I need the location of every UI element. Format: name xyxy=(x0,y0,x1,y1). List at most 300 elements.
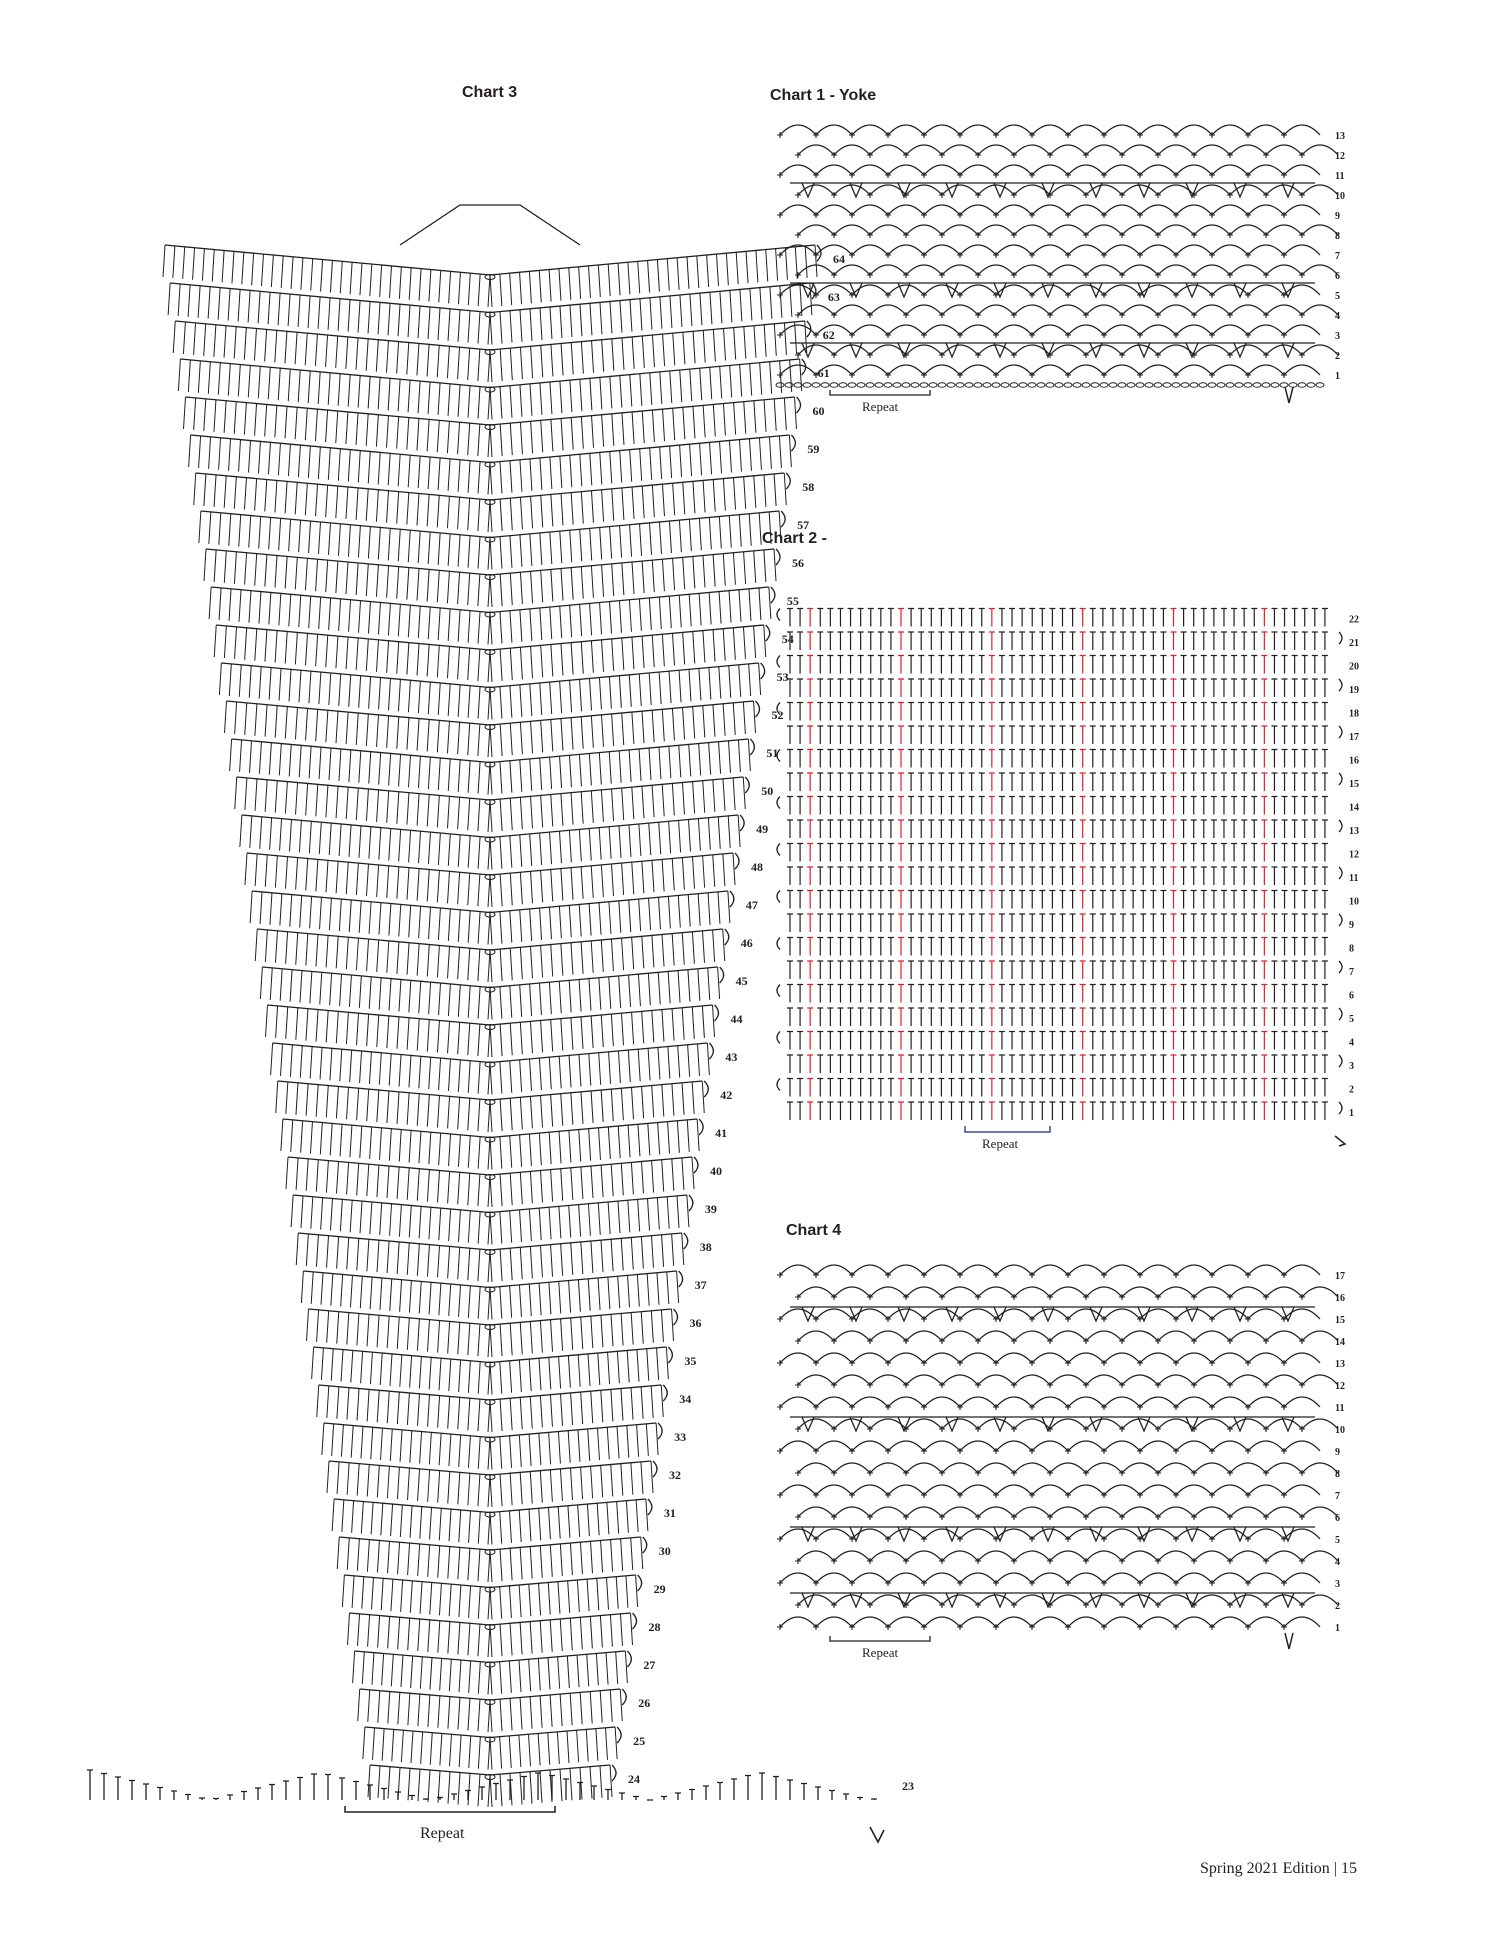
chart3-dc-stitch xyxy=(570,1768,572,1800)
chart3-dc-stitch xyxy=(447,421,449,453)
chart2-dc-stitch xyxy=(1251,797,1257,815)
chart3-turn-chain xyxy=(679,1271,683,1287)
chart2-turn-chain xyxy=(1339,679,1342,691)
chart2-dc-stitch xyxy=(1322,938,1328,956)
chart2-post-stitch xyxy=(1261,1032,1267,1050)
chart3-dc-stitch xyxy=(389,1129,391,1161)
chart3-dc-stitch xyxy=(754,701,756,733)
chart3-dc-stitch xyxy=(723,629,725,661)
chart3-dc-stitch xyxy=(541,870,543,902)
chart3-dc-stitch xyxy=(346,862,348,894)
chart2-dc-stitch xyxy=(1312,985,1318,1003)
chart2-dc-stitch xyxy=(1019,750,1025,768)
chart3-dc-stitch xyxy=(367,1014,369,1046)
chart2-dc-stitch xyxy=(1211,1102,1217,1120)
chart2-dc-stitch xyxy=(1019,867,1025,885)
chart3-dc-stitch xyxy=(188,285,190,317)
chart3-dc-stitch xyxy=(510,798,512,830)
chart3-dc-stitch xyxy=(596,1729,598,1761)
chart2-dc-stitch xyxy=(959,679,965,697)
chart2-dc-stitch xyxy=(1282,679,1288,697)
chart3-dc-stitch xyxy=(410,1431,412,1463)
chart3-dc-stitch xyxy=(458,1773,460,1805)
chart3-dc-stitch xyxy=(347,1538,349,1570)
chart3-dc-stitch xyxy=(332,1499,334,1531)
chart3-dc-stitch xyxy=(622,338,624,370)
chart1-foundation-chain xyxy=(1253,383,1261,388)
chart4-chain-arch xyxy=(870,1463,906,1473)
chart3-dc-stitch xyxy=(551,945,553,977)
chart3-dc-stitch xyxy=(448,909,450,941)
chart3-dc-stitch xyxy=(619,751,621,783)
chart2-dc-stitch xyxy=(1120,914,1126,932)
chart3-dc-stitch xyxy=(427,494,429,526)
chart3-dc-stitch xyxy=(428,1320,430,1352)
chart2-dc-stitch xyxy=(959,632,965,650)
chart3-dc-stitch xyxy=(610,1615,612,1647)
chart4-chain-arch xyxy=(960,1573,996,1583)
chart2-post-stitch xyxy=(807,844,813,862)
chart2-dc-stitch xyxy=(969,679,975,697)
chart3-dc-stitch xyxy=(276,1006,278,1038)
chart2-dc-stitch xyxy=(1029,867,1035,885)
chart2-dc-stitch xyxy=(1100,609,1106,627)
chart3-dc-stitch xyxy=(306,783,308,815)
chart3-dc-stitch xyxy=(269,668,271,700)
chart2-dc-stitch xyxy=(979,679,985,697)
chart3-dc-stitch xyxy=(579,1205,581,1237)
chart4-chain-arch xyxy=(852,1397,888,1407)
chart2-dc-stitch xyxy=(908,914,914,932)
chart3-dc-stitch xyxy=(636,1575,638,1607)
chart3-dc-stitch xyxy=(478,762,480,794)
chart2-dc-stitch xyxy=(1120,773,1126,791)
chart2-dc-stitch xyxy=(1019,679,1025,697)
chart4-chain-arch xyxy=(870,1507,906,1517)
chart3-dc-stitch xyxy=(390,1429,392,1461)
chart1-foundation-chain xyxy=(992,383,1000,388)
chart3-dc-stitch xyxy=(430,1733,432,1765)
chart3-dc-stitch xyxy=(428,307,430,339)
chart3-dc-stitch xyxy=(389,829,391,861)
chart4-chain-arch xyxy=(834,1507,870,1517)
chart2-dc-stitch xyxy=(1221,773,1227,791)
chart2-dc-stitch xyxy=(1019,1008,1025,1026)
chart3-dc-stitch xyxy=(679,595,681,627)
chart1-chain-arch xyxy=(942,145,978,155)
chart4-chain-arch xyxy=(870,1551,906,1561)
chart3-dc-stitch xyxy=(357,1163,359,1195)
chart2-dc-stitch xyxy=(1160,844,1166,862)
chart3-dc-stitch xyxy=(352,1501,354,1533)
chart4-chain-arch xyxy=(1248,1617,1284,1627)
chart3-dc-stitch xyxy=(600,452,602,484)
chart3-dc-stitch xyxy=(599,753,601,785)
chart2-dc-stitch xyxy=(1251,703,1257,721)
chart2-dc-stitch xyxy=(1130,1055,1136,1073)
chart3-dc-stitch xyxy=(319,672,321,704)
chart2-dc-stitch xyxy=(908,844,914,862)
chart2-dc-stitch xyxy=(1070,1102,1076,1120)
chart3-dc-stitch xyxy=(620,301,622,333)
chart3-dc-stitch xyxy=(265,930,267,962)
chart3-dc-stitch xyxy=(510,1173,512,1205)
chart2-dc-stitch xyxy=(868,703,874,721)
chart2-dc-stitch xyxy=(1140,1102,1146,1120)
chart2-post-stitch xyxy=(898,867,904,885)
chart3-dc-stitch xyxy=(336,411,338,443)
chart3-dc-stitch xyxy=(510,1323,512,1355)
chart2-dc-stitch xyxy=(1201,914,1207,932)
chart3-dc-stitch xyxy=(468,1061,470,1093)
chart4-chain-arch xyxy=(924,1397,960,1407)
chart2-dc-stitch xyxy=(1221,938,1227,956)
chart3-dc-stitch xyxy=(389,904,391,936)
chart4-chain-arch xyxy=(906,1595,942,1605)
chart2-dc-stitch xyxy=(959,820,965,838)
chart2-dc-stitch xyxy=(1211,609,1217,627)
chart3-dc-stitch xyxy=(478,1774,480,1806)
chart3-dc-stitch xyxy=(541,345,543,377)
chart3-dc-stitch xyxy=(311,1272,313,1304)
chart2-row-label: 7 xyxy=(1349,967,1354,978)
chart2-dc-stitch xyxy=(878,867,884,885)
chart3-row-label: 53 xyxy=(776,670,789,684)
chart4-chain-arch xyxy=(1050,1375,1086,1385)
chart3-dc-stitch xyxy=(637,1274,639,1306)
chart3-dc-stitch xyxy=(327,1461,329,1493)
chart3-dc-stitch xyxy=(407,1093,409,1125)
chart3-dc-stitch xyxy=(448,1059,450,1091)
chart4-chain-arch xyxy=(1068,1573,1104,1583)
chart3-dc-stitch xyxy=(418,681,420,713)
chart1-row-label: 13 xyxy=(1335,131,1345,142)
chart3-dc-stitch xyxy=(549,1432,551,1464)
chart3-dc-stitch xyxy=(316,709,318,741)
chart1-foundation-chain xyxy=(794,383,802,388)
chart3-dc-stitch xyxy=(697,1119,699,1151)
chart2-post-stitch xyxy=(898,938,904,956)
chart3-dc-stitch xyxy=(672,1084,674,1116)
chart3-dc-stitch xyxy=(288,294,290,326)
chart3-dc-stitch xyxy=(630,300,632,332)
chart3-dc-stitch xyxy=(520,1773,522,1805)
chart3-dc-stitch xyxy=(326,935,328,967)
chart4-chain-arch xyxy=(888,1441,924,1451)
chart3-dc-stitch xyxy=(347,1237,349,1269)
chart2-dc-stitch xyxy=(969,726,975,744)
chart3-dc-stitch xyxy=(500,799,502,831)
chart2-dc-stitch xyxy=(1241,1055,1247,1073)
chart2-dc-stitch xyxy=(1221,656,1227,674)
chart3-dc-stitch xyxy=(449,1434,451,1466)
chart4-chain-arch xyxy=(1032,1573,1068,1583)
chart3-turn-chain xyxy=(694,1157,698,1173)
chart2-post-stitch xyxy=(1261,750,1267,768)
chart3-dc-stitch xyxy=(611,939,613,971)
chart3-dc-stitch xyxy=(387,941,389,973)
chart3-dc-stitch xyxy=(520,347,522,379)
chart3-dc-stitch xyxy=(290,820,292,852)
chart4-chain-arch xyxy=(1302,1419,1338,1429)
chart3-dc-stitch xyxy=(401,1730,403,1762)
chart3-dc-stitch xyxy=(588,1279,590,1311)
chart3-dc-stitch xyxy=(510,461,512,493)
chart3-dc-stitch xyxy=(571,868,573,900)
chart3-dc-stitch xyxy=(309,671,311,703)
chart4-chain-arch xyxy=(870,1419,906,1429)
chart3-dc-stitch xyxy=(411,1731,413,1763)
chart3-dc-stitch xyxy=(428,1545,430,1577)
chart3-dc-stitch xyxy=(398,454,400,486)
chart2-dc-stitch xyxy=(1160,750,1166,768)
chart3-base-stitch xyxy=(451,1794,457,1800)
chart3-turn-chain xyxy=(745,777,749,793)
chart1-chain-arch xyxy=(1122,145,1158,155)
chart3-dc-stitch xyxy=(250,816,252,848)
chart2-dc-stitch xyxy=(1039,985,1045,1003)
chart3-dc-stitch xyxy=(622,413,624,445)
chart3-dc-stitch xyxy=(347,1463,349,1495)
chart4-chain-arch xyxy=(1122,1375,1158,1385)
chart4-chain-arch xyxy=(1266,1507,1302,1517)
chart3-dc-stitch xyxy=(448,1772,450,1804)
chart3-dc-stitch xyxy=(520,497,522,529)
chart3-dc-stitch xyxy=(672,708,674,740)
chart2-dc-stitch xyxy=(837,844,843,862)
chart2-dc-stitch xyxy=(918,679,924,697)
chart3-dc-stitch xyxy=(550,457,552,489)
chart3-dc-stitch xyxy=(410,1506,412,1538)
chart3-row-label: 61 xyxy=(817,366,830,380)
chart2-post-stitch xyxy=(989,1032,995,1050)
chart3-dc-stitch xyxy=(647,1349,649,1381)
chart2-dc-stitch xyxy=(918,844,924,862)
chart3-dc-stitch xyxy=(428,382,430,414)
chart2-dc-stitch xyxy=(1181,656,1187,674)
chart3-dc-stitch xyxy=(641,1237,643,1269)
chart2-post-stitch xyxy=(898,1032,904,1050)
chart3-dc-stitch xyxy=(387,1016,389,1048)
chart1-chain-arch xyxy=(1068,365,1104,375)
chart3-dc-stitch xyxy=(449,1659,451,1691)
chart1-foundation-chain xyxy=(1154,383,1162,388)
chart2-dc-stitch xyxy=(1120,703,1126,721)
chart3-dc-stitch xyxy=(357,1464,359,1496)
chart2-dc-stitch xyxy=(1322,820,1328,838)
chart3-dc-stitch xyxy=(478,1324,480,1356)
chart4-chain-arch xyxy=(1050,1419,1086,1429)
chart3-dc-stitch xyxy=(687,257,689,289)
chart3-dc-stitch xyxy=(399,1205,401,1237)
chart3-dc-stitch xyxy=(380,1128,382,1160)
chart3-dc-stitch xyxy=(548,1583,550,1615)
chart3-dc-stitch xyxy=(408,680,410,712)
chart3-dc-stitch xyxy=(427,644,429,676)
chart3-dc-stitch xyxy=(709,743,711,775)
chart3-dc-stitch xyxy=(417,944,419,976)
chart3-dc-stitch xyxy=(316,1085,318,1117)
chart2-dc-stitch xyxy=(1160,656,1166,674)
chart3-dc-stitch xyxy=(409,830,411,862)
chart2-dc-stitch xyxy=(1251,726,1257,744)
chart3-dc-stitch xyxy=(672,1234,674,1266)
chart3-dc-stitch xyxy=(560,1694,562,1726)
chart2-dc-stitch xyxy=(1282,844,1288,862)
chart3-dc-stitch xyxy=(541,1171,543,1203)
chart3-dc-stitch xyxy=(581,1317,583,1349)
chart3-dc-stitch xyxy=(749,514,751,546)
chart3-dc-stitch xyxy=(510,648,512,680)
chart3-dc-stitch xyxy=(529,1209,531,1241)
chart3-dc-stitch xyxy=(458,910,460,942)
chart3-dc-stitch xyxy=(407,1168,409,1200)
chart3-row-label: 33 xyxy=(674,1430,687,1444)
chart3-dc-stitch xyxy=(420,1582,422,1614)
chart2-dc-stitch xyxy=(1221,961,1227,979)
chart3-dc-stitch xyxy=(738,815,740,847)
chart3-dc-stitch xyxy=(708,968,710,1000)
chart3-dc-stitch xyxy=(368,452,370,484)
chart3-dc-stitch xyxy=(310,971,312,1003)
chart3-dc-stitch xyxy=(612,489,614,521)
chart1-chain-arch xyxy=(1140,205,1176,215)
chart3-dc-stitch xyxy=(388,1692,390,1724)
chart4-chain-arch xyxy=(1086,1507,1122,1517)
chart3-base-stitch xyxy=(829,1791,835,1801)
chart1-v-stitch xyxy=(946,283,958,297)
chart4-chain-arch xyxy=(780,1309,816,1319)
chart4-chain-arch xyxy=(816,1309,852,1319)
chart3-dc-stitch xyxy=(198,286,200,318)
chart3-dc-stitch xyxy=(468,536,470,568)
chart2-post-stitch xyxy=(1261,844,1267,862)
chart2-dc-stitch xyxy=(1322,726,1328,744)
chart3-dc-stitch xyxy=(225,701,227,733)
chart3-dc-stitch xyxy=(754,551,756,583)
chart3-dc-stitch xyxy=(428,1695,430,1727)
chart3-dc-stitch xyxy=(617,1426,619,1458)
chart3-row-label: 45 xyxy=(735,974,748,988)
chart3-dc-stitch xyxy=(729,591,731,623)
chart2-dc-stitch xyxy=(1201,656,1207,674)
chart2-dc-stitch xyxy=(1181,1102,1187,1120)
chart2-dc-stitch xyxy=(1130,679,1136,697)
chart3-dc-stitch xyxy=(268,292,270,324)
chart3-dc-stitch xyxy=(621,1163,623,1195)
chart3-row-label: 36 xyxy=(689,1316,702,1330)
chart1-foundation-chain xyxy=(1073,383,1081,388)
chart3-dc-stitch xyxy=(397,342,399,374)
chart2-turn-chain xyxy=(1339,632,1342,644)
chart3-dc-stitch xyxy=(329,823,331,855)
chart2-dc-stitch xyxy=(1120,891,1126,909)
chart1-chain-arch xyxy=(870,145,906,155)
chart3-dc-stitch xyxy=(296,1233,298,1265)
chart2-dc-stitch xyxy=(827,1008,833,1026)
chart3-dc-stitch xyxy=(510,986,512,1018)
chart2-dc-stitch xyxy=(1322,609,1328,627)
chart3-row-top xyxy=(216,625,764,650)
chart3-dc-stitch xyxy=(183,247,185,279)
chart4-start-arrow xyxy=(1285,1633,1293,1649)
chart1-chain-arch xyxy=(780,325,816,335)
chart1-chain-arch xyxy=(1050,185,1086,195)
chart2-dc-stitch xyxy=(1211,703,1217,721)
chart2-row-label: 6 xyxy=(1349,990,1354,1002)
chart2-dc-stitch xyxy=(1292,750,1298,768)
chart2-dc-stitch xyxy=(948,726,954,744)
chart2-dc-stitch xyxy=(837,797,843,815)
chart2-dc-stitch xyxy=(979,656,985,674)
chart2-dc-stitch xyxy=(1201,797,1207,815)
chart3-dc-stitch xyxy=(478,1662,480,1694)
chart2-dc-stitch xyxy=(1312,773,1318,791)
chart3-dc-stitch xyxy=(368,602,370,634)
chart3-dc-stitch xyxy=(631,1237,633,1269)
chart3-dc-stitch xyxy=(308,446,310,478)
chart1-chain-arch xyxy=(1266,265,1302,275)
chart3-dc-stitch xyxy=(719,742,721,774)
chart3-dc-stitch xyxy=(682,1233,684,1265)
chart3-dc-stitch xyxy=(310,1122,312,1154)
chart3-dc-stitch xyxy=(628,262,630,294)
chart2-dc-stitch xyxy=(1060,797,1066,815)
chart3-dc-stitch xyxy=(591,1316,593,1348)
chart2-post-stitch xyxy=(1171,609,1177,627)
chart3-dc-stitch xyxy=(340,1199,342,1231)
chart3-base-stitch xyxy=(759,1773,765,1800)
chart2-post-stitch xyxy=(807,609,813,627)
chart3-dc-stitch xyxy=(183,322,185,354)
chart3-dc-stitch xyxy=(336,1086,338,1118)
chart2-dc-stitch xyxy=(1201,1055,1207,1073)
chart2-dc-stitch xyxy=(787,938,793,956)
chart4-chain-arch xyxy=(816,1529,852,1539)
chart3-row-label: 24 xyxy=(628,1772,640,1786)
chart4-chain-arch xyxy=(1212,1485,1248,1495)
chart3-dc-stitch xyxy=(419,831,421,863)
chart2-dc-stitch xyxy=(1009,1055,1015,1073)
chart2-dc-stitch xyxy=(918,938,924,956)
chart2-dc-stitch xyxy=(1292,726,1298,744)
chart3-dc-stitch xyxy=(337,1462,339,1494)
chart4-chain-arch xyxy=(1140,1265,1176,1275)
chart3-dc-stitch xyxy=(538,1733,540,1765)
chart2-dc-stitch xyxy=(1221,726,1227,744)
chart3-dc-stitch xyxy=(398,529,400,561)
chart2-row-label: 10 xyxy=(1349,896,1359,908)
chart3-dc-stitch xyxy=(713,780,715,812)
chart3-dc-stitch xyxy=(529,1359,531,1391)
chart2-dc-stitch xyxy=(969,703,975,721)
chart2-row-label: 12 xyxy=(1349,849,1359,861)
chart4-chain-arch xyxy=(1302,1551,1338,1561)
chart3-dc-stitch xyxy=(281,256,283,288)
chart1-chain-arch xyxy=(1068,165,1104,175)
chart3-dc-stitch xyxy=(299,820,301,852)
chart3-dc-stitch xyxy=(561,343,563,375)
chart2-dc-stitch xyxy=(848,656,854,674)
chart3-dc-stitch xyxy=(397,642,399,674)
chart3-dc-stitch xyxy=(288,369,290,401)
chart2-dc-stitch xyxy=(1140,1008,1146,1026)
chart3-dc-stitch xyxy=(590,1692,592,1724)
chart3-dc-stitch xyxy=(447,721,449,753)
chart3-dc-stitch xyxy=(259,742,261,774)
chart3-dc-stitch xyxy=(306,1084,308,1116)
chart3-base-stitch xyxy=(199,1798,205,1800)
